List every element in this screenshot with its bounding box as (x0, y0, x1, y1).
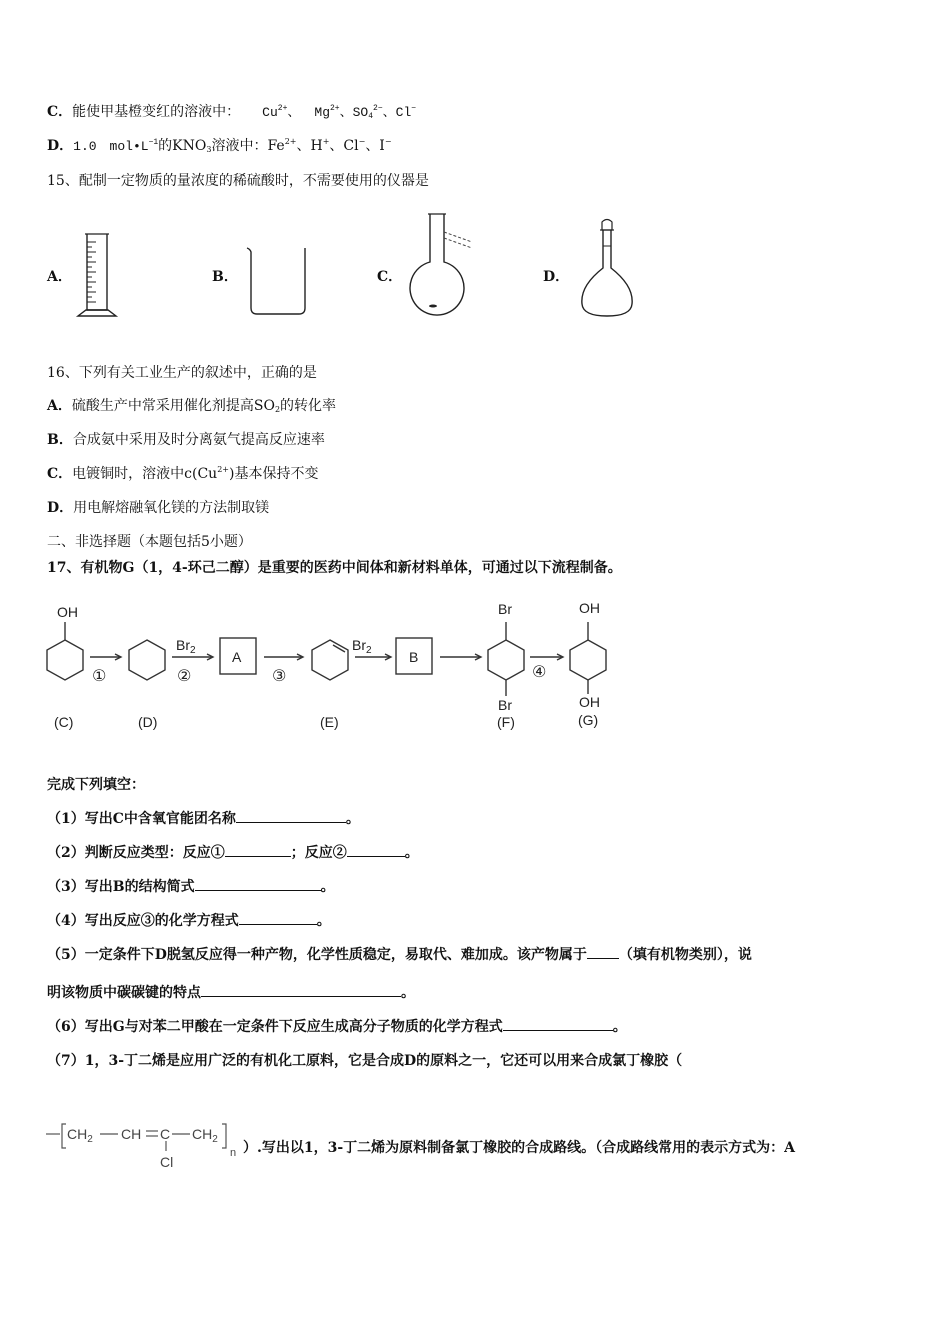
q17-intro: 完成下列填空： (47, 777, 145, 793)
answer-blank[interactable] (587, 945, 619, 959)
q15-option-d-label: D． (543, 269, 570, 285)
q16-stem: 16、下列有关工业生产的叙述中，正确的是 (47, 365, 317, 381)
section-heading: 二、非选择题（本题包括5小题） (47, 534, 252, 550)
svg-text:B: B (409, 649, 419, 665)
distillation-flask-icon (404, 208, 478, 318)
q17-part5: （5）一定条件下D脱氢反应得一种产物，化学性质稳定，易取代、难加成。该产物属于 （填有机物类别），说 (47, 947, 752, 963)
q17-part7-cont: ）.写出以1，3-丁二烯为原料制备氯丁橡胶的合成路线。（合成路线常用的表示方式为：A (243, 1140, 796, 1156)
cyclohexane-d (129, 640, 165, 680)
q17-part3: （3）写出B的结构简式 。 (47, 879, 335, 895)
svg-text:Cl: Cl (160, 1154, 174, 1170)
svg-text:OH: OH (579, 694, 600, 710)
q14-option-c-label: C． (47, 104, 73, 120)
svg-text:C: C (160, 1126, 171, 1142)
q17-part6: （6）写出G与对苯二甲酸在一定条件下反应生成高分子物质的化学方程式 。 (47, 1019, 627, 1035)
q14-option-d-label: D． (47, 138, 74, 154)
reaction-scheme (40, 596, 620, 746)
beaker-icon (244, 244, 310, 320)
answer-blank[interactable] (201, 983, 401, 997)
cyclohexene-e (312, 640, 348, 680)
svg-text:Br2: $Br_2$ (176, 637, 196, 656)
q17-part1: （1）写出C中含氧官能团名称 。 (47, 811, 360, 827)
q14-option-c-text: 能使甲基橙变红的溶液中： (72, 104, 241, 120)
svg-text:Br: Br (498, 601, 512, 617)
svg-text:④: ④ (532, 664, 547, 681)
q14-option-d-text: 1.0 $mol•L^{-1}$ (73, 138, 159, 154)
answer-blank[interactable] (503, 1017, 613, 1031)
q15-option-a-label: A． (47, 269, 72, 285)
svg-text:(F): (F) (497, 714, 515, 730)
polymer-structure (44, 1116, 244, 1172)
q17-part5-cont: 明该物质中碳碳键的特点 。 (47, 985, 415, 1001)
q16-option-b: B．合成氨中采用及时分离氨气提高反应速率 (47, 432, 325, 448)
svg-text:(E): (E) (320, 714, 339, 730)
q15-option-b-label: B． (212, 269, 238, 285)
q15-option-c-label: C． (377, 269, 403, 285)
answer-blank[interactable] (225, 843, 291, 857)
svg-text:A: A (232, 649, 242, 665)
svg-text:(D): (D) (138, 714, 158, 730)
q14-option-c-ions: $Cu^{2+}$、 $Mg^{2+}$、$SO_4^{2-}$、Cl− (262, 104, 417, 121)
svg-text:OH: OH (57, 604, 78, 620)
svg-text:CH2: $CH_2$ (192, 1126, 218, 1145)
q16-option-c: C．电镀铜时，溶液中$c(Cu^{2+})$基本保持不变 (47, 465, 319, 482)
svg-text:①: ① (92, 668, 107, 685)
q17-part2: （2）判断反应类型：反应① ；反应② 。 (47, 845, 419, 861)
q16-option-a: A．硫酸生产中常采用催化剂提高$SO_2$的转化率 (47, 398, 337, 414)
q14-option-c (47, 102, 416, 123)
svg-text:CH: CH (121, 1126, 142, 1142)
answer-blank[interactable] (347, 843, 405, 857)
q17-part7: （7）1，3-丁二烯是应用广泛的有机化工原料，它是合成D的原料之一，它还可以用来合成氯丁橡胶（ (47, 1053, 683, 1069)
answer-blank[interactable] (239, 911, 317, 925)
q14-option-d: D．1.0 $mol•L^{-1}$的$KNO_3$溶液中：$Fe^{2+}$、H+、Cl−、I− (47, 137, 392, 154)
svg-text:③: ③ (272, 668, 287, 685)
cyclohexanediol-g (570, 640, 606, 680)
q15-stem: 15、配制一定物质的量浓度的稀硫酸时，不需要使用的仪器是 (47, 173, 429, 189)
cyclohexane-c (47, 640, 83, 680)
q17-part4: （4）写出反应③的化学方程式 。 (47, 913, 331, 929)
q16-option-d: D．用电解熔融氧化镁的方法制取镁 (47, 500, 270, 516)
q17-stem: 17、有机物G（1，4-环己二醇）是重要的医药中间体和新材料单体，可通过以下流程制备。 (47, 560, 622, 576)
svg-text:Br2: $Br_2$ (352, 637, 372, 656)
svg-text:Br: Br (498, 697, 512, 713)
volumetric-flask-icon (574, 216, 640, 322)
dibromocyclohexane-f (488, 640, 524, 680)
answer-blank[interactable] (236, 809, 346, 823)
svg-text:②: ② (177, 668, 192, 685)
svg-text:n: n (230, 1147, 237, 1159)
answer-blank[interactable] (195, 877, 321, 891)
svg-text:CH2: $CH_2$ (67, 1126, 93, 1145)
svg-text:(C): (C) (54, 714, 74, 730)
svg-text:OH: OH (579, 600, 600, 616)
graduated-cylinder-icon (74, 230, 120, 318)
svg-text:(G): (G) (578, 712, 599, 728)
